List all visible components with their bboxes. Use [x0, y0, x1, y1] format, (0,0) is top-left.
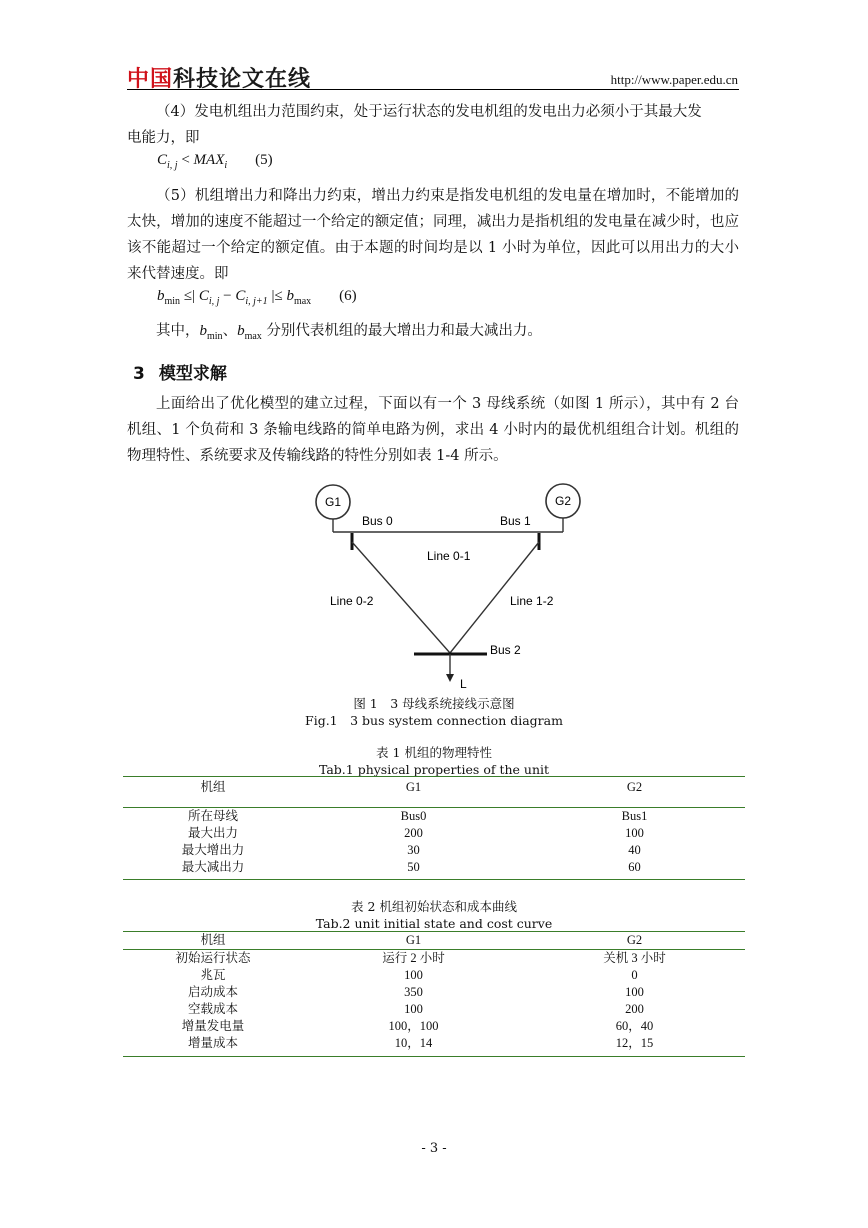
table-cell: Bus1: [621, 809, 648, 823]
table-cell: Bus0: [400, 809, 427, 823]
paragraph-text: （5）机组增出力和降出力约束，增出力约束是指发电机组的发电量在增加时，不能增加的太快，增加的速度不能超过一个给定的额定值；同理，减出力是指机组的发电量在减少时，也应该不能超过一个给定的额定值。由于本题的时间均是以 1 小时为单位，因此可以用出力的大小来代替速度。即: [127, 188, 739, 282]
table-row: [123, 1001, 745, 1018]
table-header-cell: G1: [405, 933, 422, 947]
table2-caption: [0, 898, 868, 932]
table-row: [123, 842, 745, 859]
figure-caption-en: Fig.1 3 bus system connection diagram: [305, 713, 563, 728]
table-cell: 50: [407, 860, 420, 874]
table-cell: 增量发电量: [181, 1019, 245, 1033]
table-cell: 所在母线: [187, 809, 238, 823]
table-cell: 12，15: [615, 1036, 654, 1050]
table-cell: 100: [404, 1002, 423, 1016]
table-header-cell: 机组: [200, 933, 226, 947]
line-0-1-label: Line 0-1: [427, 549, 471, 563]
equation-6: $b_{min}$ ≤| $C_{i, j} - C_{i, j+1}$ |≤ $b_{max}$ (6): [157, 288, 357, 307]
paragraph-where: 其中，$b_{min}$、$b_{max}$ 分别代表机组的最大增出力和最大减出力。: [156, 323, 542, 342]
paragraph-constraint-4: [127, 99, 739, 151]
table-row: [123, 967, 745, 984]
table-row: [123, 1035, 745, 1057]
header-url[interactable]: http://www.paper.edu.cn: [610, 72, 738, 87]
table-cell: 100: [404, 968, 423, 982]
table-row: [123, 825, 745, 842]
table-cell: 10，14: [394, 1036, 433, 1050]
section-number: 3: [133, 364, 145, 384]
paragraph-constraint-5: [127, 183, 739, 287]
table-cell: 100，100: [388, 1019, 439, 1033]
table-row: [123, 808, 745, 826]
paragraph-line: （4）发电机组出力范围约束，处于运行状态的发电机组的发电出力必须小于其最大发: [156, 104, 702, 120]
table-cell: 100: [625, 826, 644, 840]
table-cell: 60，40: [615, 1019, 654, 1033]
table-cell: 运行 2 小时: [382, 951, 445, 965]
equation-5: $C_{i, j} < MAX_i$ (5): [157, 152, 273, 171]
table1-caption-cn: 表 1 机组的物理特性: [376, 745, 492, 760]
section-title: 模型求解: [158, 364, 227, 384]
table-cell: 0: [631, 968, 638, 982]
table-header-row: [123, 932, 745, 950]
header-rule: [127, 89, 739, 90]
paragraph-text: 上面给出了优化模型的建立过程，下面以有一个 3 母线系统（如图 1 所示），其中有 2 台机组、1 个负荷和 3 条输电线路的简单电路为例，求出 4 小时内的最优机组组合计划。机组的物理特性、系统要求及传输线路的特性分别如表 1-4 所示。: [127, 396, 739, 464]
generator-g1-label: G1: [324, 495, 342, 509]
table-header-cell: 机组: [200, 780, 226, 794]
logo-red-text: 中国: [127, 67, 174, 92]
table-header-cell: G1: [405, 780, 422, 794]
table-cell: 最大减出力: [181, 860, 245, 874]
table-cell: 最大增出力: [181, 843, 245, 857]
logo-black-text: 科技论文在线: [173, 67, 312, 92]
table-cell: 初始运行状态: [175, 951, 251, 965]
table-cell: 30: [407, 843, 420, 857]
text: 其中，: [156, 323, 200, 339]
table-cell: 350: [404, 985, 423, 999]
table-cell: 200: [625, 1002, 644, 1016]
equation-number: (5): [255, 152, 273, 168]
table-cell: 关机 3 小时: [603, 951, 666, 965]
table-header-cell: G2: [626, 780, 643, 794]
table-cell: 最大出力: [187, 826, 238, 840]
table-initial-state-cost: [123, 931, 745, 1057]
text: 分别代表机组的最大增出力和最大减出力。: [261, 323, 542, 339]
bus-2-label: Bus 2: [490, 643, 521, 657]
table-cell: 启动成本: [187, 985, 238, 999]
table1-caption: [0, 744, 868, 778]
page-number: - 3 -: [421, 1141, 447, 1156]
line-0-2-label: Line 0-2: [330, 594, 374, 608]
load-label: L: [460, 677, 467, 691]
table-header-cell: G2: [626, 933, 643, 947]
figure-caption-cn: 图 1 3 母线系统接线示意图: [353, 696, 515, 711]
table-unit-properties: [123, 776, 745, 880]
table-cell: 兆瓦: [200, 968, 226, 982]
table-cell: 空载成本: [187, 1002, 238, 1016]
table-row: [123, 1018, 745, 1035]
table-cell: 100: [625, 985, 644, 999]
table-row: [123, 984, 745, 1001]
bus-1-label: Bus 1: [500, 514, 531, 528]
bus-0-label: Bus 0: [362, 514, 393, 528]
table-row: [123, 859, 745, 880]
table-cell: 60: [628, 860, 641, 874]
text: 、: [222, 323, 238, 339]
table-row: [123, 950, 745, 968]
line-1-2-label: Line 1-2: [510, 594, 554, 608]
paragraph-model-solution: [127, 391, 739, 469]
paragraph-line: 电能力，即: [127, 130, 200, 146]
table-cell: 200: [404, 826, 423, 840]
table1-caption-en: Tab.1 physical properties of the unit: [318, 762, 550, 777]
table2-caption-en: Tab.2 unit initial state and cost curve: [315, 916, 553, 931]
generator-g2-label: G2: [554, 494, 572, 508]
table-cell: 增量成本: [187, 1036, 238, 1050]
section-heading: [133, 359, 227, 384]
table2-caption-cn: 表 2 机组初始状态和成本曲线: [351, 899, 517, 914]
table-cell: 40: [628, 843, 641, 857]
bus-system-diagram: [300, 480, 600, 695]
equation-number: (6): [339, 288, 357, 304]
figure-caption: [0, 695, 868, 729]
table-header-row: [123, 777, 745, 808]
load-arrow-icon: [446, 674, 454, 682]
